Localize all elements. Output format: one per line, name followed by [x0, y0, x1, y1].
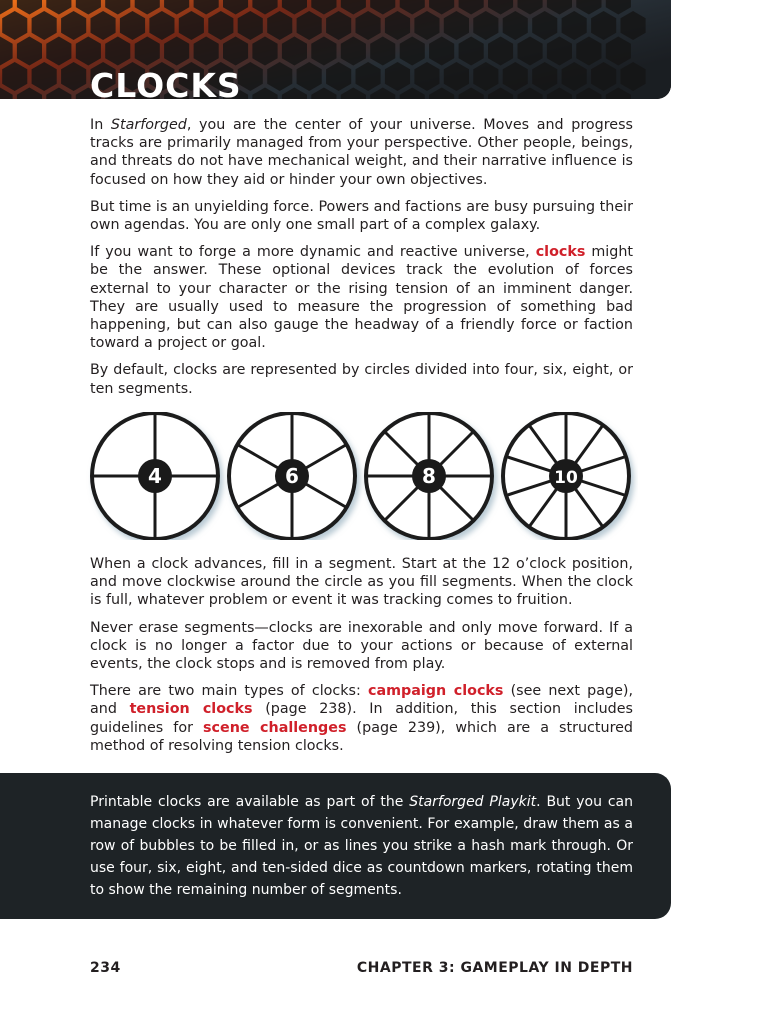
page-footer: [90, 960, 633, 976]
rules-section: [90, 555, 633, 764]
page-title: CLOCKS: [90, 66, 242, 105]
clocks-link[interactable]: clocks: [535, 244, 586, 261]
paragraph: By default, clocks are represented by circles divided into four, six, eight, or ten segments.: [90, 362, 633, 397]
tension-clocks-link[interactable]: tension clocks: [129, 701, 253, 718]
chapter-title: CHAPTER 3: GAMEPLAY IN DEPTH: [356, 960, 633, 976]
page-number: 234: [90, 960, 121, 976]
clock-4: [92, 413, 218, 539]
paragraph: Never erase segments—clocks are inexorable and only move forward. If a clock is no longer a factor due to your actions or because of external events, the clock stops and is removed from play.: [90, 619, 633, 673]
paragraph: If you want to forge a more dynamic and reactive universe, clocks might be the answer. These optional devices track the evolution of forces external to your character or the rising tension of an imminent danger. They are usually used to measure the progression of something bad happening, but can also gauge the headway of a friendly force or faction toward a project or goal.: [90, 244, 634, 352]
clock-6: [229, 413, 355, 539]
campaign-clocks-link[interactable]: campaign clocks: [367, 683, 504, 700]
clock-number-label: 6: [285, 464, 299, 488]
clock-8: [366, 413, 492, 539]
clock-10: [503, 413, 629, 539]
playkit-sidebar: [0, 773, 671, 919]
clock-diagrams: [86, 412, 638, 540]
paragraph: When a clock advances, fill in a segment. Start at the 12 o’clock position, and move clockwise around the circle as you fill segments. When the clock is full, whatever problem or event it was tracking comes to fruition.: [90, 556, 633, 609]
paragraph: But time is an unyielding force. Powers and factions are busy pursuing their own agendas. You are only one small part of a complex galaxy.: [90, 198, 633, 234]
intro-section: [90, 116, 633, 407]
paragraph: In Starforged, you are the center of your universe. Moves and progress tracks are primarily managed from your perspective. Other people, beings, and threats do not have mechanical weight, and their narrative influence is focused on how they aid or hinder your own objectives.: [90, 117, 633, 188]
clock-number-label: 10: [554, 468, 578, 488]
clock-number-label: 8: [422, 464, 436, 488]
scene-challenges-link[interactable]: scene challenges: [203, 719, 347, 736]
clock-number-label: 4: [148, 464, 162, 488]
paragraph: There are two main types of clocks: campaign clocks (see next page), and tension clocks (page 238). In addition, this section includes guidelines for scene challenges (page 239), which are a structured method of resolving tension clocks.: [90, 683, 634, 754]
sidebar-text: Printable clocks are available as part of the Starforged Playkit. But you can manage clocks in whatever form is convenient. For example, draw them as a row of bubbles to be filled in, or as lines you strike a hash mark through. Or use four, six, eight, and ten-sided dice as countdown markers, rotating them to show the remaining number of segments.: [90, 794, 634, 898]
